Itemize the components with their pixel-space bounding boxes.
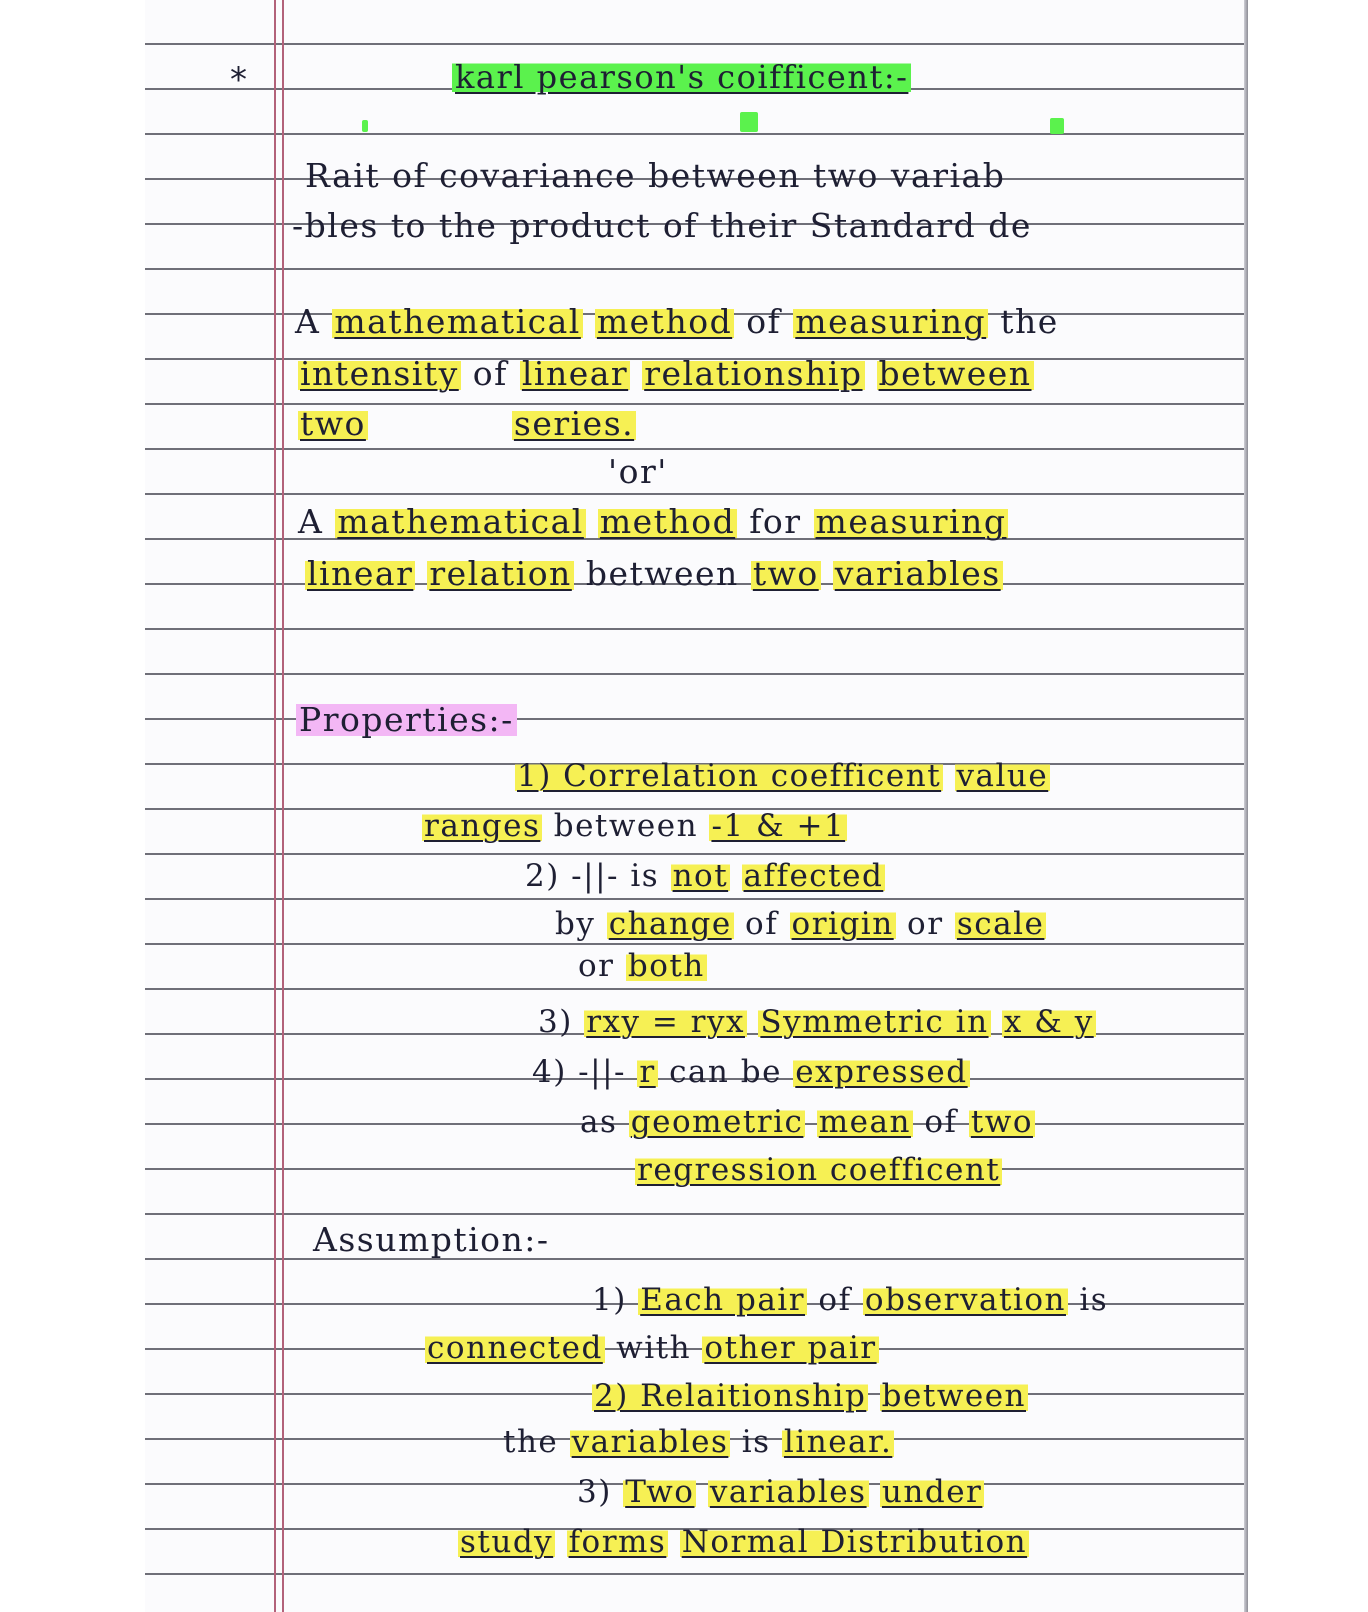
definition-line-1: Rait of covariance between two variab (305, 156, 1006, 195)
assumption-1-line-1: 1) Each pair of observation is (592, 1282, 1109, 1318)
highlighter-mark (362, 120, 368, 132)
assumption-1-line-2: connected with other pair (427, 1330, 877, 1366)
property-2-line-2: by change of origin or scale (555, 906, 1045, 942)
property-4-line-2: as geometric mean of two (580, 1104, 1033, 1140)
page-title: karl pearson's coifficent:- (452, 58, 911, 96)
definition-line-2: -bles to the product of their Standard de (292, 206, 1032, 245)
highlighter-mark (1050, 118, 1064, 134)
property-2-line-3: or both (578, 948, 705, 984)
assumption-2-line-2: the variables is linear. (503, 1424, 893, 1460)
assumption-3-line-2: study forms Normal Distribution (460, 1524, 1028, 1560)
or-separator: 'or' (608, 452, 668, 491)
margin-line (274, 0, 276, 1612)
assumption-2-line-1: 2) Relaitionship between (594, 1378, 1027, 1414)
description-line-3: two series. (300, 404, 635, 443)
margin-line (282, 0, 284, 1612)
property-1-line-2: ranges between -1 & +1 (424, 808, 846, 844)
highlighter-mark (740, 112, 758, 132)
property-3: 3) rxy = ryx Symmetric in x & y (538, 1004, 1094, 1040)
bullet-star-icon: * (230, 60, 247, 100)
property-2-line-1: 2) -||- is not affected (525, 858, 884, 894)
description-alt-line-2: linear relation between two variables (307, 554, 1001, 593)
paper-edge (1244, 0, 1248, 1612)
properties-heading: Properties:- (296, 700, 517, 739)
property-1-line-1: 1) Correlation coefficent value (517, 758, 1049, 794)
assumption-heading: Assumption:- (313, 1220, 550, 1259)
description-line-1: A mathematical method of measuring the (295, 302, 1059, 341)
description-alt-line-1: A mathematical method for measuring (298, 502, 1007, 541)
property-4-line-3: regression coefficent (637, 1152, 1001, 1188)
description-line-2: intensity of linear relationship between (300, 354, 1032, 393)
assumption-3-line-1: 3) Two variables under (577, 1474, 983, 1510)
property-4-line-1: 4) -||- r can be expressed (532, 1054, 968, 1090)
